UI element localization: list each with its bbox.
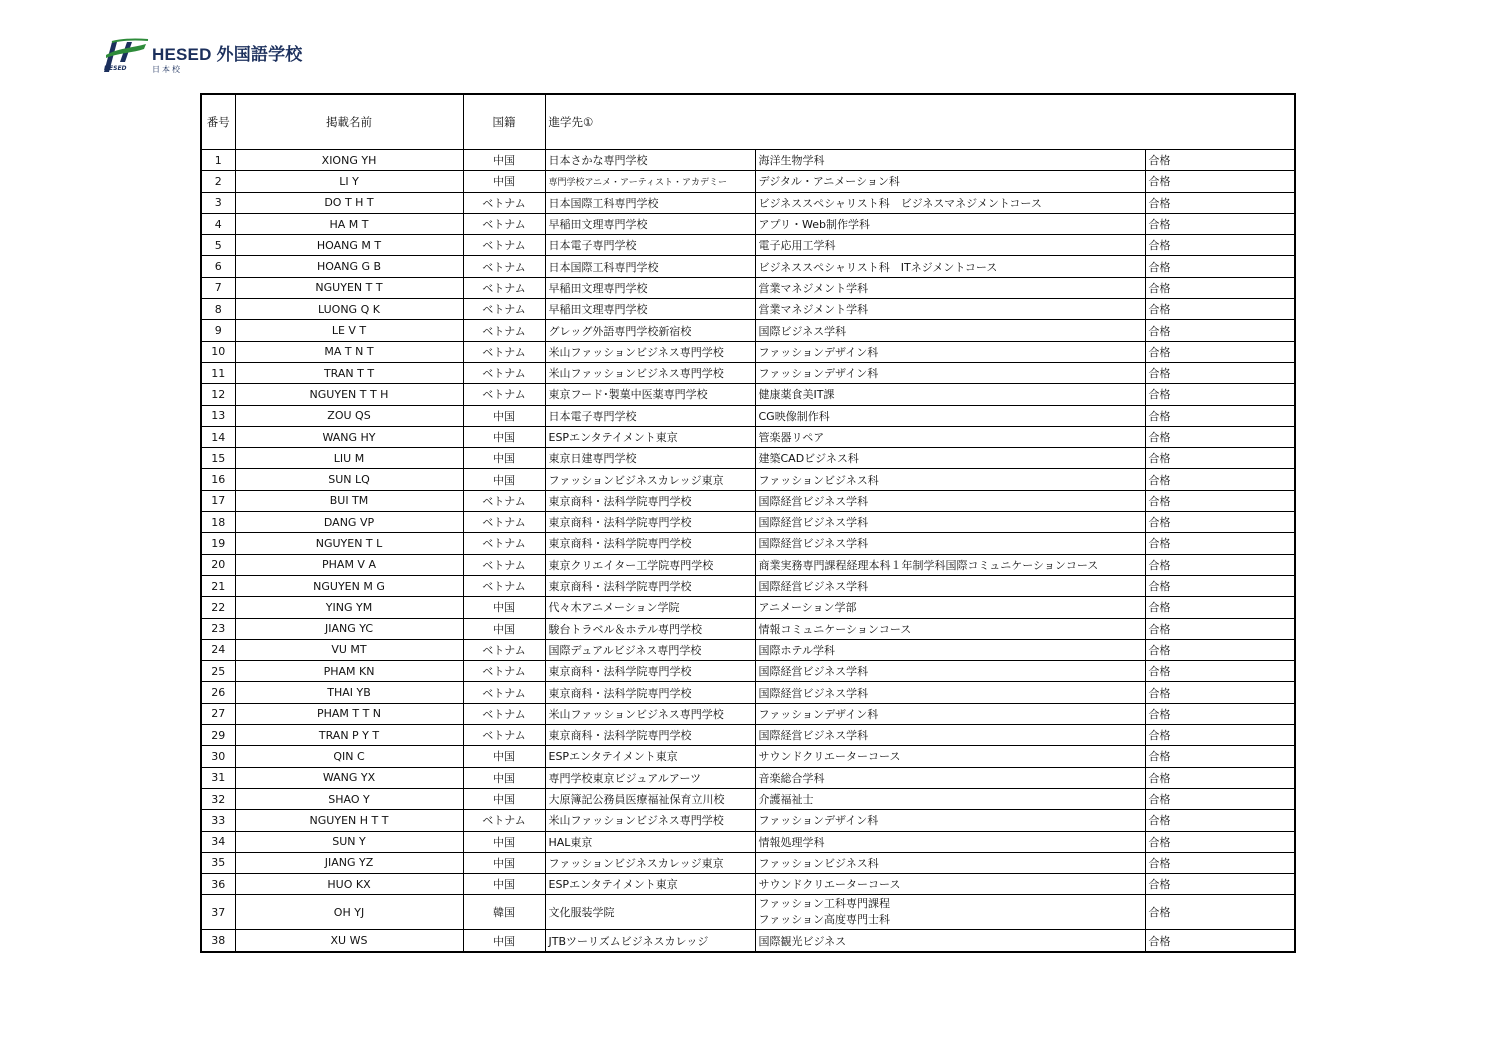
cell-number: 27 (201, 703, 235, 724)
cell-name: LIU M (235, 448, 463, 469)
cell-nationality: ベトナム (463, 320, 545, 341)
cell-school: 東京商科・法科学院専門学校 (545, 661, 755, 682)
cell-result: 合格 (1145, 299, 1295, 320)
cell-number: 20 (201, 554, 235, 575)
cell-result: 合格 (1145, 788, 1295, 809)
cell-course-line: ファッション工科専門課程 (758, 897, 891, 911)
table-row (201, 874, 1295, 895)
cell-result: 合格 (1145, 362, 1295, 383)
cell-name: NGUYEN T T H (235, 384, 463, 405)
cell-result: 合格 (1145, 512, 1295, 533)
table-row (201, 703, 1295, 724)
cell-name: DANG VP (235, 512, 463, 533)
cell-result: 合格 (1145, 639, 1295, 660)
cell-course: デジタル・アニメーション科 (755, 171, 1145, 192)
cell-name: YING YM (235, 597, 463, 618)
cell-school: ESPエンタテイメント東京 (545, 746, 755, 767)
cell-course: 国際経営ビジネス学科 (755, 725, 1145, 746)
cell-name: DO T H T (235, 192, 463, 213)
cell-name: NGUYEN H T T (235, 810, 463, 831)
cell-name: PHAM KN (235, 661, 463, 682)
cell-nationality: ベトナム (463, 362, 545, 383)
table-row (201, 852, 1295, 873)
cell-nationality: 韓国 (463, 895, 545, 930)
cell-course: 国際ホテル学科 (755, 639, 1145, 660)
cell-name: SUN LQ (235, 469, 463, 490)
cell-school: 日本電子専門学校 (545, 235, 755, 256)
cell-school: 日本国際工科専門学校 (545, 256, 755, 277)
cell-name: HOANG M T (235, 235, 463, 256)
cell-nationality: 中国 (463, 746, 545, 767)
table-row (201, 320, 1295, 341)
cell-name: BUI TM (235, 490, 463, 511)
cell-number: 3 (201, 192, 235, 213)
table-row (201, 256, 1295, 277)
cell-result: 合格 (1145, 682, 1295, 703)
table-row (201, 426, 1295, 447)
cell-number: 25 (201, 661, 235, 682)
cell-result: 合格 (1145, 895, 1295, 930)
cell-school: ファッションビジネスカレッジ東京 (545, 852, 755, 873)
cell-number: 5 (201, 235, 235, 256)
table-row (201, 895, 1295, 930)
cell-course: 営業マネジメント学科 (755, 277, 1145, 298)
cell-school: 東京クリエイター工学院専門学校 (545, 554, 755, 575)
cell-course: アプリ・Web制作学科 (755, 213, 1145, 234)
cell-nationality: ベトナム (463, 277, 545, 298)
cell-number: 10 (201, 341, 235, 362)
cell-course: アニメーション学部 (755, 597, 1145, 618)
cell-name: TRAN P Y T (235, 725, 463, 746)
cell-nationality: ベトナム (463, 682, 545, 703)
cell-name: LUONG Q K (235, 299, 463, 320)
cell-number: 16 (201, 469, 235, 490)
cell-school: 専門学校アニメ・アーティスト・アカデミー (545, 171, 755, 192)
header-name: 掲載名前 (235, 94, 463, 150)
cell-nationality: ベトナム (463, 554, 545, 575)
cell-school: 早稲田文理専門学校 (545, 277, 755, 298)
cell-school: 米山ファッションビジネス専門学校 (545, 810, 755, 831)
cell-school: 東京フード･製菓中医薬専門学校 (545, 384, 755, 405)
cell-school: 日本さかな専門学校 (545, 150, 755, 171)
school-logo (100, 38, 320, 78)
cell-name: NGUYEN T L (235, 533, 463, 554)
cell-result: 合格 (1145, 171, 1295, 192)
cell-course: 音楽総合学科 (755, 767, 1145, 788)
cell-name: SHAO Y (235, 788, 463, 809)
cell-number: 9 (201, 320, 235, 341)
cell-course: ファッションデザイン科 (755, 362, 1145, 383)
cell-school: 東京商科・法科学院専門学校 (545, 512, 755, 533)
cell-school: 米山ファッションビジネス専門学校 (545, 703, 755, 724)
table-row (201, 639, 1295, 660)
cell-nationality: 中国 (463, 618, 545, 639)
table-row (201, 682, 1295, 703)
cell-school: 駿台トラベル＆ホテル専門学校 (545, 618, 755, 639)
cell-name: HUO KX (235, 874, 463, 895)
cell-course-line: ファッション高度専門士科 (758, 913, 891, 927)
table-row (201, 725, 1295, 746)
cell-course: 健康薬食美IT課 (755, 384, 1145, 405)
cell-result: 合格 (1145, 703, 1295, 724)
cell-nationality: ベトナム (463, 725, 545, 746)
cell-nationality: ベトナム (463, 299, 545, 320)
cell-course: 電子応用工学科 (755, 235, 1145, 256)
cell-nationality: 中国 (463, 874, 545, 895)
cell-number: 8 (201, 299, 235, 320)
table-row (201, 746, 1295, 767)
cell-nationality: ベトナム (463, 235, 545, 256)
cell-result: 合格 (1145, 277, 1295, 298)
table-row (201, 767, 1295, 788)
cell-name: PHAM T T N (235, 703, 463, 724)
cell-course: CG映像制作科 (755, 405, 1145, 426)
table-header-row (201, 94, 1295, 150)
cell-number: 11 (201, 362, 235, 383)
cell-number: 34 (201, 831, 235, 852)
table-row (201, 575, 1295, 596)
cell-course: 国際観光ビジネス (755, 930, 1145, 952)
cell-school: 東京商科・法科学院専門学校 (545, 533, 755, 554)
table-row (201, 597, 1295, 618)
cell-nationality: ベトナム (463, 512, 545, 533)
table-row (201, 192, 1295, 213)
cell-nationality: ベトナム (463, 810, 545, 831)
cell-number: 36 (201, 874, 235, 895)
cell-course: 海洋生物学科 (755, 150, 1145, 171)
cell-number: 26 (201, 682, 235, 703)
table-row (201, 171, 1295, 192)
cell-result: 合格 (1145, 490, 1295, 511)
table-row (201, 341, 1295, 362)
cell-name: PHAM V A (235, 554, 463, 575)
cell-nationality: 中国 (463, 405, 545, 426)
cell-number: 7 (201, 277, 235, 298)
cell-nationality: 中国 (463, 831, 545, 852)
cell-result: 合格 (1145, 213, 1295, 234)
cell-nationality: ベトナム (463, 639, 545, 660)
table-row (201, 788, 1295, 809)
cell-result: 合格 (1145, 405, 1295, 426)
cell-result: 合格 (1145, 235, 1295, 256)
cell-course: ファッションデザイン科 (755, 341, 1145, 362)
cell-course: 国際経営ビジネス学科 (755, 512, 1145, 533)
cell-course: 管楽器リペア (755, 426, 1145, 447)
cell-result: 合格 (1145, 767, 1295, 788)
cell-school: JTBツーリズムビジネスカレッジ (545, 930, 755, 952)
cell-course: 国際経営ビジネス学科 (755, 490, 1145, 511)
cell-number: 4 (201, 213, 235, 234)
cell-number: 29 (201, 725, 235, 746)
cell-number: 2 (201, 171, 235, 192)
cell-school: 東京商科・法科学院専門学校 (545, 575, 755, 596)
cell-number: 22 (201, 597, 235, 618)
cell-number: 21 (201, 575, 235, 596)
cell-school: 米山ファッションビジネス専門学校 (545, 362, 755, 383)
cell-course: ビジネススペシャリスト科 ITネジメントコース (755, 256, 1145, 277)
logo-title: HESED 外国語学校 (152, 45, 303, 64)
cell-result: 合格 (1145, 448, 1295, 469)
cell-course: 国際経営ビジネス学科 (755, 661, 1145, 682)
cell-name: OH YJ (235, 895, 463, 930)
cell-school: 代々木アニメーション学院 (545, 597, 755, 618)
cell-result: 合格 (1145, 469, 1295, 490)
table-row (201, 618, 1295, 639)
cell-result: 合格 (1145, 725, 1295, 746)
cell-result: 合格 (1145, 575, 1295, 596)
cell-nationality: ベトナム (463, 661, 545, 682)
cell-school: 日本電子専門学校 (545, 405, 755, 426)
cell-number: 18 (201, 512, 235, 533)
table-row (201, 213, 1295, 234)
cell-name: HOANG G B (235, 256, 463, 277)
cell-name: JIANG YC (235, 618, 463, 639)
table-row (201, 661, 1295, 682)
cell-nationality: ベトナム (463, 384, 545, 405)
cell-school: 東京商科・法科学院専門学校 (545, 725, 755, 746)
cell-result: 合格 (1145, 810, 1295, 831)
cell-name: NGUYEN T T (235, 277, 463, 298)
table-row (201, 362, 1295, 383)
logo-brand-text: HESED (104, 65, 127, 72)
cell-result: 合格 (1145, 320, 1295, 341)
table-row (201, 831, 1295, 852)
table-body (201, 150, 1295, 952)
cell-number: 1 (201, 150, 235, 171)
cell-school: HAL東京 (545, 831, 755, 852)
cell-result: 合格 (1145, 746, 1295, 767)
cell-number: 35 (201, 852, 235, 873)
cell-nationality: ベトナム (463, 341, 545, 362)
cell-number: 6 (201, 256, 235, 277)
cell-nationality: ベトナム (463, 703, 545, 724)
cell-result: 合格 (1145, 618, 1295, 639)
cell-result: 合格 (1145, 533, 1295, 554)
cell-number: 23 (201, 618, 235, 639)
cell-school: 専門学校東京ビジュアルアーツ (545, 767, 755, 788)
table-row (201, 384, 1295, 405)
header-nationality: 国籍 (463, 94, 545, 150)
table-row (201, 533, 1295, 554)
cell-result: 合格 (1145, 874, 1295, 895)
cell-name: QIN C (235, 746, 463, 767)
table-row (201, 810, 1295, 831)
cell-name: SUN Y (235, 831, 463, 852)
cell-name: LE V T (235, 320, 463, 341)
cell-school: 米山ファッションビジネス専門学校 (545, 341, 755, 362)
table-row (201, 469, 1295, 490)
cell-nationality: 中国 (463, 150, 545, 171)
cell-course: ビジネススペシャリスト科 ビジネスマネジメントコース (755, 192, 1145, 213)
cell-school: 大原簿記公務員医療福祉保育立川校 (545, 788, 755, 809)
header-number: 番号 (201, 94, 235, 150)
cell-school: 東京商科・法科学院専門学校 (545, 490, 755, 511)
cell-number: 19 (201, 533, 235, 554)
cell-school: 日本国際工科専門学校 (545, 192, 755, 213)
cell-result: 合格 (1145, 384, 1295, 405)
table-row (201, 554, 1295, 575)
cell-nationality: 中国 (463, 852, 545, 873)
cell-number: 15 (201, 448, 235, 469)
cell-nationality: 中国 (463, 426, 545, 447)
cell-course: ファッションビジネス科 (755, 852, 1145, 873)
cell-nationality: 中国 (463, 767, 545, 788)
cell-nationality: 中国 (463, 788, 545, 809)
cell-school: グレッグ外語専門学校新宿校 (545, 320, 755, 341)
cell-course: ファッションビジネス科 (755, 469, 1145, 490)
cell-nationality: 中国 (463, 171, 545, 192)
cell-name: NGUYEN M G (235, 575, 463, 596)
cell-number: 12 (201, 384, 235, 405)
cell-name: XU WS (235, 930, 463, 952)
admission-results-table (200, 93, 1296, 953)
cell-name: HA M T (235, 213, 463, 234)
cell-nationality: ベトナム (463, 256, 545, 277)
cell-school: 国際デュアルビジネス専門学校 (545, 639, 755, 660)
table-row (201, 448, 1295, 469)
cell-result: 合格 (1145, 597, 1295, 618)
cell-course: 国際経営ビジネス学科 (755, 533, 1145, 554)
table-row (201, 277, 1295, 298)
cell-name: LI Y (235, 171, 463, 192)
logo-subtitle: 日本校 (152, 65, 182, 74)
cell-school: 早稲田文理専門学校 (545, 213, 755, 234)
table-row (201, 299, 1295, 320)
cell-number: 13 (201, 405, 235, 426)
cell-school: 東京日建専門学校 (545, 448, 755, 469)
cell-nationality: ベトナム (463, 490, 545, 511)
cell-name: WANG HY (235, 426, 463, 447)
cell-number: 17 (201, 490, 235, 511)
cell-number: 38 (201, 930, 235, 952)
cell-name: WANG YX (235, 767, 463, 788)
cell-number: 31 (201, 767, 235, 788)
cell-number: 37 (201, 895, 235, 930)
cell-course: 情報コミュニケーションコース (755, 618, 1145, 639)
cell-result: 合格 (1145, 661, 1295, 682)
cell-school: 東京商科・法科学院専門学校 (545, 682, 755, 703)
cell-number: 32 (201, 788, 235, 809)
cell-school: ファッションビジネスカレッジ東京 (545, 469, 755, 490)
cell-course (755, 895, 1145, 930)
cell-result: 合格 (1145, 341, 1295, 362)
cell-result: 合格 (1145, 256, 1295, 277)
cell-course: 商業実務専門課程経理本科１年制学科国際コミュニケーションコース (755, 554, 1145, 575)
cell-nationality: 中国 (463, 448, 545, 469)
cell-result: 合格 (1145, 852, 1295, 873)
table-row (201, 405, 1295, 426)
cell-result: 合格 (1145, 554, 1295, 575)
cell-name: MA T N T (235, 341, 463, 362)
cell-course: 営業マネジメント学科 (755, 299, 1145, 320)
cell-course: サウンドクリエーターコース (755, 874, 1145, 895)
cell-course: ファッションデザイン科 (755, 810, 1145, 831)
cell-nationality: 中国 (463, 597, 545, 618)
cell-course: 国際経営ビジネス学科 (755, 682, 1145, 703)
table-row (201, 235, 1295, 256)
cell-course: ファッションデザイン科 (755, 703, 1145, 724)
cell-result: 合格 (1145, 150, 1295, 171)
cell-course: 国際ビジネス学科 (755, 320, 1145, 341)
cell-nationality: ベトナム (463, 213, 545, 234)
cell-result: 合格 (1145, 192, 1295, 213)
table-row (201, 512, 1295, 533)
cell-nationality: 中国 (463, 930, 545, 952)
cell-name: JIANG YZ (235, 852, 463, 873)
cell-school: ESPエンタテイメント東京 (545, 874, 755, 895)
cell-name: ZOU QS (235, 405, 463, 426)
table-row (201, 150, 1295, 171)
cell-number: 14 (201, 426, 235, 447)
cell-nationality: ベトナム (463, 192, 545, 213)
cell-course: サウンドクリエーターコース (755, 746, 1145, 767)
cell-result: 合格 (1145, 930, 1295, 952)
cell-course: 国際経営ビジネス学科 (755, 575, 1145, 596)
cell-nationality: 中国 (463, 469, 545, 490)
cell-result: 合格 (1145, 831, 1295, 852)
cell-result: 合格 (1145, 426, 1295, 447)
cell-school: 早稲田文理専門学校 (545, 299, 755, 320)
cell-name: VU MT (235, 639, 463, 660)
cell-course: 情報処理学科 (755, 831, 1145, 852)
cell-name: TRAN T T (235, 362, 463, 383)
cell-course: 建築CADビジネス科 (755, 448, 1145, 469)
cell-name: THAI YB (235, 682, 463, 703)
cell-course: 介護福祉士 (755, 788, 1145, 809)
cell-name: XIONG YH (235, 150, 463, 171)
cell-nationality: ベトナム (463, 575, 545, 596)
table-row (201, 490, 1295, 511)
cell-school: 文化服装学院 (545, 895, 755, 930)
cell-school: ESPエンタテイメント東京 (545, 426, 755, 447)
cell-number: 33 (201, 810, 235, 831)
table-row (201, 930, 1295, 952)
header-destination: 進学先① (545, 94, 1295, 150)
cell-number: 24 (201, 639, 235, 660)
cell-number: 30 (201, 746, 235, 767)
cell-nationality: ベトナム (463, 533, 545, 554)
